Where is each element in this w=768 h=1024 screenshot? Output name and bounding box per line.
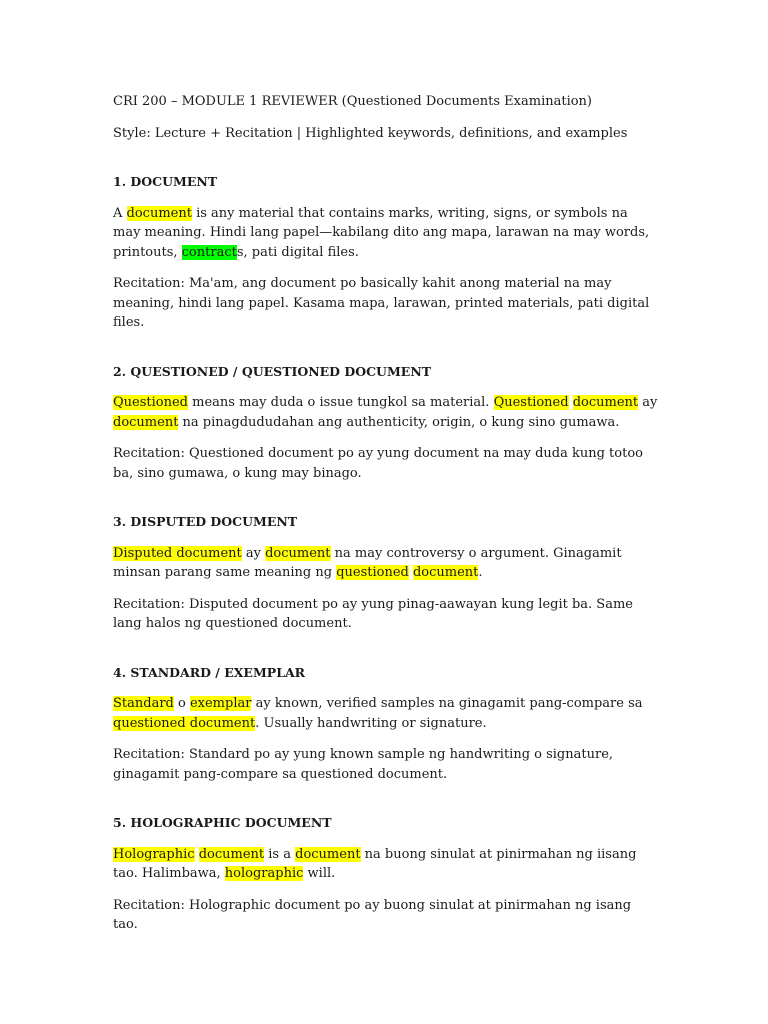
highlighted-keyword: holographic [224, 866, 304, 881]
highlighted-keyword: document [295, 846, 361, 862]
sections-container [113, 172, 658, 935]
section-heading: 4. STANDARD / EXEMPLAR [113, 664, 306, 680]
section-standard-exemplar [113, 663, 658, 785]
section-definition: Standard o exemplar ay known, verified samples na ginagamit pang-compare sa questioned document. Usually handwriting or signature. [113, 696, 643, 731]
section-definition: Holographic document is a document na buong sinulat at pinirmahan ng iisang tao. Halimbawa, holographic will. [113, 846, 637, 881]
section-heading: 2. QUESTIONED / QUESTIONED DOCUMENT [113, 363, 432, 379]
document-title: CRI 200 – MODULE 1 REVIEWER (Questioned Documents Examination) [113, 94, 593, 109]
section-definition: Disputed document ay document na may controversy o argument. Ginagamit minsan parang same meaning ng questioned document. [113, 545, 622, 580]
section-recitation: Recitation: Questioned document po ay yung document na may duda kung totoo ba, sino gumawa, o kung may binago. [113, 446, 643, 481]
section-questioned-document [113, 362, 658, 484]
highlighted-keyword: Holographic [113, 846, 195, 862]
highlighted-keyword: Questioned [493, 395, 569, 410]
highlighted-keyword: contract [181, 244, 237, 260]
highlighted-keyword: document [572, 395, 639, 410]
highlighted-keyword: Standard [113, 696, 174, 711]
document-page [113, 92, 658, 964]
section-definition: Questioned means may duda o issue tungkol sa material. Questioned document ay document na pinagdududahan ang authenticity, origin, o kung sino gumawa. [113, 395, 658, 430]
highlighted-keyword: questioned document [113, 715, 256, 731]
highlighted-keyword: questioned [336, 565, 409, 580]
highlighted-keyword: Disputed document [113, 545, 242, 561]
highlighted-keyword: document [113, 414, 179, 430]
section-definition: A document is any material that contains marks, writing, signs, or symbols na may meaning. Hindi lang papel—kabilang dito ang mapa, larawan na may words, printouts, contracts, pati digital files. [113, 205, 650, 260]
section-recitation: Recitation: Holographic document po ay buong sinulat at pinirmahan ng isang tao. [113, 897, 632, 932]
section-heading: 5. HOLOGRAPHIC DOCUMENT [113, 815, 332, 830]
section-document [113, 172, 658, 333]
section-heading: 1. DOCUMENT [113, 174, 218, 189]
highlighted-keyword: document [198, 846, 265, 862]
highlighted-keyword: exemplar [189, 696, 252, 711]
highlighted-keyword: document [265, 545, 331, 561]
document-subtitle: Style: Lecture + Recitation | Highlighted keywords, definitions, and examples [113, 125, 628, 141]
section-holographic-document [113, 813, 658, 935]
section-recitation: Recitation: Disputed document po ay yung pinag-aawayan kung legit ba. Same lang halos ng questioned document. [113, 596, 633, 631]
highlighted-keyword: Questioned [113, 395, 188, 410]
section-disputed-document [113, 512, 658, 634]
section-recitation: Recitation: Ma'am, ang document po basically kahit anong material na may meaning, hindi lang papel. Kasama mapa, larawan, printed materials, pati digital files. [113, 276, 650, 330]
section-heading: 3. DISPUTED DOCUMENT [113, 514, 298, 529]
highlighted-keyword: document [126, 205, 192, 221]
section-recitation: Recitation: Standard po ay yung known sample ng handwriting o signature, ginagamit pang-compare sa questioned document. [113, 747, 614, 782]
highlighted-keyword: document [412, 565, 479, 580]
